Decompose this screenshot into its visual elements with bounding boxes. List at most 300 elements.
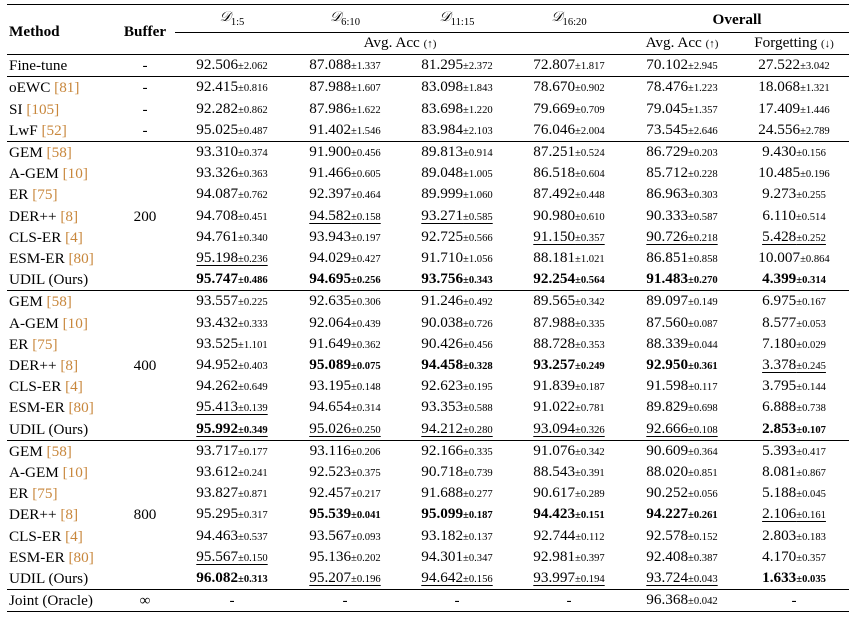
metric-cell (289, 269, 401, 291)
metric-cell (739, 120, 849, 142)
metric-cell (401, 547, 513, 568)
metric-mean: 95.026 (309, 419, 352, 437)
metric-mean: 92.981 (533, 547, 576, 565)
metric-std: ±0.417 (796, 446, 826, 458)
metric-mean: 96.082 (196, 569, 239, 587)
metric-std: ±0.150 (238, 552, 268, 564)
metric-std: ±1.607 (351, 83, 381, 95)
table-row (7, 376, 849, 397)
metric-mean: 92.578 (646, 526, 689, 544)
metric-std: ±0.196 (800, 169, 830, 181)
metric-mean: 91.402 (309, 120, 352, 138)
metric-std: ±0.317 (238, 510, 268, 522)
citation-link: [58] (46, 442, 72, 460)
metric-value (762, 207, 825, 224)
metric-std: ±0.464 (351, 190, 381, 202)
buffer-size: - (115, 55, 175, 77)
results-table (7, 4, 849, 612)
table-row (7, 163, 849, 184)
citation-link: [8] (60, 207, 79, 225)
metric-value (421, 569, 492, 586)
method-name (7, 120, 115, 142)
metric-std: ±0.137 (463, 531, 493, 543)
metric-std: ±0.333 (238, 318, 268, 330)
metric-cell (175, 291, 289, 313)
metric-cell (401, 248, 513, 269)
metric-cell (175, 120, 289, 142)
metric-mean: 18.068 (758, 78, 801, 96)
metric-std: ±0.112 (575, 531, 605, 543)
metric-cell: - (739, 590, 849, 612)
metric-mean: 93.257 (533, 356, 576, 374)
metric-value (646, 335, 717, 352)
metric-std: ±0.781 (575, 403, 605, 415)
metric-std: ±0.343 (463, 275, 493, 287)
metric-cell (513, 440, 625, 462)
metric-cell (175, 419, 289, 441)
metric-cell (625, 99, 739, 120)
metric-mean: 87.560 (646, 313, 689, 331)
metric-mean: 92.506 (196, 56, 239, 74)
metric-value (646, 527, 717, 544)
metric-value (421, 143, 492, 160)
metric-mean: 93.094 (533, 419, 576, 437)
metric-value (646, 463, 717, 480)
metric-mean: 87.988 (309, 78, 352, 96)
metric-std: ±0.456 (351, 148, 381, 160)
metric-mean: 10.485 (758, 164, 801, 182)
metric-std: ±0.864 (800, 254, 830, 266)
buffer-size (115, 184, 175, 205)
buffer-size: - (142, 121, 148, 139)
metric-value (309, 356, 380, 373)
metric-std: ±0.203 (688, 148, 718, 160)
metric-std: ±0.709 (575, 104, 605, 116)
metric-value (758, 121, 829, 138)
metric-mean: 94.582 (309, 206, 352, 224)
metric-cell (625, 419, 739, 441)
metric-value (196, 207, 267, 224)
table-row (7, 526, 849, 547)
metric-mean: 93.567 (309, 526, 352, 544)
metric-cell (739, 163, 849, 184)
metric-cell (513, 526, 625, 547)
metric-cell (625, 184, 739, 205)
metric-value (533, 249, 604, 266)
metric-mean: 96.368 (646, 591, 689, 609)
metric-cell (513, 355, 625, 376)
buffer-size: 200 (133, 207, 157, 225)
metric-value (646, 314, 717, 331)
metric-mean: 92.064 (309, 313, 352, 331)
metric-cell (401, 462, 513, 483)
metric-cell (401, 568, 513, 590)
metric-cell (175, 547, 289, 568)
metric-cell (625, 568, 739, 590)
metric-std: ±0.487 (238, 125, 268, 137)
metric-std: ±0.197 (351, 232, 381, 244)
table-row (7, 334, 849, 355)
metric-std: ±1.446 (800, 104, 830, 116)
metric-value (646, 548, 717, 565)
metric-cell (625, 269, 739, 291)
metric-value (421, 548, 492, 565)
metric-value (762, 527, 826, 544)
metric-std: ±0.587 (688, 211, 718, 223)
metric-mean: 89.999 (421, 185, 464, 203)
metric-value (646, 143, 717, 160)
metric-value (309, 292, 380, 309)
metric-cell (513, 120, 625, 142)
metric-std: ±0.045 (796, 489, 826, 501)
metric-cell (289, 99, 401, 120)
metric-mean: 86.963 (646, 185, 689, 203)
method-name (7, 547, 115, 568)
metric-std: ±0.187 (575, 382, 605, 394)
metric-cell (739, 99, 849, 120)
metric-std: ±0.228 (688, 169, 718, 181)
metric-value (196, 356, 267, 373)
metric-value (646, 377, 717, 394)
metric-mean: 93.756 (421, 270, 464, 288)
metric-cell (739, 142, 849, 164)
metric-mean: 92.254 (533, 270, 576, 288)
metric-cell (513, 419, 625, 441)
metric-value (533, 121, 604, 138)
citation-link: [80] (68, 399, 94, 417)
metric-std: ±0.387 (688, 552, 718, 564)
metric-value (310, 442, 381, 459)
metric-std: ±1.223 (688, 83, 718, 95)
citation-link: [4] (65, 228, 83, 246)
metric-value (196, 270, 267, 287)
metric-mean: 86.729 (646, 143, 689, 161)
metric-mean: 90.252 (646, 484, 689, 502)
metric-std: ±0.514 (795, 211, 826, 223)
method-name (7, 163, 115, 184)
metric-value (533, 164, 604, 181)
metric-cell (625, 590, 739, 612)
metric-std: ±3.042 (800, 61, 830, 73)
metric-cell (625, 376, 739, 397)
metric-value (421, 56, 492, 73)
metric-cell (401, 419, 513, 441)
table-row (7, 120, 849, 142)
method-label: ER (9, 485, 33, 503)
method-label: ESM-ER (9, 250, 69, 268)
metric-value (758, 164, 829, 181)
metric-std: ±0.249 (575, 361, 605, 373)
metric-std: ±0.187 (463, 510, 493, 522)
metric-value (196, 228, 267, 245)
metric-std: ±0.397 (575, 552, 605, 564)
metric-std: ±0.117 (688, 382, 718, 394)
metric-std: ±0.374 (238, 148, 268, 160)
metric-mean: 93.195 (309, 377, 352, 395)
metric-mean: 93.724 (646, 569, 689, 587)
metric-std: ±0.093 (351, 531, 381, 543)
metric-cell: - (401, 590, 513, 612)
metric-std: ±0.349 (238, 424, 268, 436)
buffer-size: 800 (133, 506, 157, 524)
metric-cell (289, 504, 401, 525)
metric-cell (739, 440, 849, 462)
metric-cell (739, 483, 849, 504)
metric-value (533, 484, 604, 501)
header-buffer: Buffer (115, 5, 175, 55)
metric-value (309, 185, 380, 202)
metric-value (196, 442, 267, 459)
metric-std: ±0.029 (796, 339, 826, 351)
metric-std: ±1.056 (463, 254, 493, 266)
metric-value (533, 185, 604, 202)
metric-value (421, 207, 492, 224)
metric-mean: 95.198 (196, 249, 239, 267)
metric-mean: 9.273 (762, 185, 797, 203)
metric-cell (289, 142, 401, 164)
citation-link: [52] (41, 121, 67, 139)
metric-cell (289, 248, 401, 269)
metric-std: ±0.762 (238, 190, 268, 202)
metric-std: ±0.492 (463, 297, 493, 309)
metric-value (421, 100, 492, 117)
citation-link: [80] (68, 548, 94, 566)
metric-std: ±0.564 (575, 275, 605, 287)
metric-value (762, 356, 826, 373)
metric-mean: 94.761 (196, 227, 239, 245)
metric-cell (625, 334, 739, 355)
metric-std: ±0.439 (351, 318, 381, 330)
metric-mean: 93.353 (421, 398, 464, 416)
metric-value (646, 270, 717, 287)
metric-value (646, 398, 717, 415)
metric-mean: 90.718 (421, 463, 464, 481)
metric-mean: 17.409 (758, 99, 801, 117)
metric-value (533, 442, 604, 459)
metric-mean: 1.633 (762, 569, 797, 587)
metric-value (309, 505, 380, 522)
metric-value (196, 505, 267, 522)
metric-mean: 86.518 (533, 164, 576, 182)
metric-mean: 95.992 (196, 419, 239, 437)
metric-std: ±0.698 (688, 403, 718, 415)
metric-std: ±0.167 (796, 297, 826, 309)
metric-std: ±0.364 (688, 446, 718, 458)
metric-mean: 78.670 (533, 78, 576, 96)
metric-value (646, 78, 717, 95)
metric-value (646, 442, 717, 459)
metric-std: ±0.326 (575, 424, 605, 436)
metric-mean: 93.943 (309, 227, 352, 245)
metric-std: ±0.256 (351, 275, 381, 287)
metric-cell (625, 55, 739, 77)
table-row (7, 547, 849, 568)
citation-link: [58] (46, 293, 72, 311)
buffer-size (115, 313, 175, 334)
metric-value (758, 100, 829, 117)
metric-mean: 4.170 (762, 547, 797, 565)
citation-link: [4] (65, 378, 83, 396)
metric-std: ±0.225 (238, 297, 268, 309)
metric-std: ±0.362 (351, 339, 381, 351)
metric-std: ±0.250 (351, 424, 381, 436)
metric-cell (175, 206, 289, 227)
metric-std: ±1.817 (575, 61, 605, 73)
method-label: LwF (9, 121, 42, 139)
metric-std: ±0.427 (351, 254, 381, 266)
metric-value (762, 314, 826, 331)
table-row (7, 419, 849, 441)
metric-std: ±1.021 (575, 254, 605, 266)
table-row (7, 568, 849, 590)
metric-cell (175, 397, 289, 418)
metric-value (196, 100, 267, 117)
metric-cell (513, 334, 625, 355)
table-row (7, 440, 849, 462)
metric-value (762, 569, 826, 586)
method-name (7, 376, 115, 397)
metric-mean: 5.428 (762, 227, 797, 245)
metric-value (533, 527, 604, 544)
metric-mean: 95.747 (196, 270, 239, 288)
metric-cell (739, 526, 849, 547)
table-row (7, 227, 849, 248)
metric-mean: 92.725 (421, 227, 464, 245)
metric-mean: 6.110 (762, 206, 796, 224)
metric-std: ±0.087 (688, 318, 718, 330)
metric-std: ±0.314 (351, 403, 381, 415)
metric-mean: 95.089 (309, 356, 352, 374)
metric-value (533, 292, 604, 309)
method-name (7, 568, 115, 590)
citation-link: [4] (65, 527, 83, 545)
metric-mean: 88.543 (533, 463, 576, 481)
table-row (7, 504, 849, 525)
metric-cell (175, 227, 289, 248)
buffer-size (115, 269, 175, 291)
metric-cell (625, 547, 739, 568)
table-row (7, 55, 849, 77)
metric-value (646, 121, 717, 138)
table-row (7, 77, 849, 99)
metric-mean: 91.466 (309, 164, 352, 182)
metric-cell (739, 313, 849, 334)
metric-mean: 88.339 (646, 334, 689, 352)
buffer-size (115, 568, 175, 590)
metric-cell (625, 227, 739, 248)
method-name (7, 419, 115, 441)
metric-value (646, 228, 717, 245)
metric-mean: 95.099 (421, 505, 464, 523)
metric-cell (513, 291, 625, 313)
method-name (7, 142, 115, 164)
metric-value (533, 207, 604, 224)
metric-value (196, 420, 267, 437)
metric-std: ±0.075 (351, 361, 381, 373)
metric-mean: 87.492 (533, 185, 576, 203)
metric-mean: 87.988 (533, 313, 576, 331)
metric-cell (401, 99, 513, 120)
metric-value (758, 249, 829, 266)
metric-std: ±1.337 (351, 61, 381, 73)
metric-mean: 9.430 (762, 143, 797, 161)
method-name (7, 526, 115, 547)
metric-cell (175, 355, 289, 376)
citation-link: [75] (32, 186, 58, 204)
metric-mean: 92.282 (196, 99, 239, 117)
metric-value (758, 56, 829, 73)
metric-cell (513, 313, 625, 334)
buffer-size (115, 334, 175, 355)
method-label: A-GEM (9, 464, 63, 482)
metric-cell (289, 291, 401, 313)
metric-std: ±0.363 (238, 169, 268, 181)
metric-value (196, 377, 267, 394)
metric-cell (289, 77, 401, 99)
metric-cell (401, 291, 513, 313)
metric-cell (513, 568, 625, 590)
metric-mean: 93.182 (421, 526, 464, 544)
metric-value (762, 185, 826, 202)
metric-cell (625, 504, 739, 525)
metric-mean: 93.432 (196, 313, 239, 331)
metric-cell (513, 397, 625, 418)
citation-link: [8] (60, 357, 79, 375)
metric-std: ±1.005 (463, 169, 493, 181)
metric-value (196, 143, 267, 160)
metric-cell (175, 313, 289, 334)
method-label: GEM (9, 144, 47, 162)
buffer-size (115, 547, 175, 568)
metric-mean: 5.393 (762, 441, 797, 459)
table-row (7, 313, 849, 334)
header-d1: 𝒟$_{1:5}$ (175, 5, 289, 33)
metric-value (762, 143, 826, 160)
metric-std: ±0.451 (238, 211, 268, 223)
metric-mean: 87.986 (309, 99, 352, 117)
metric-cell (289, 397, 401, 418)
metric-mean: 91.649 (309, 334, 352, 352)
metric-mean: 90.609 (646, 441, 689, 459)
metric-value (309, 270, 380, 287)
metric-value (646, 249, 717, 266)
metric-value (421, 527, 492, 544)
metric-value (309, 143, 380, 160)
metric-mean: 2.803 (762, 526, 797, 544)
table-row (7, 184, 849, 205)
metric-std: ±0.314 (796, 275, 826, 287)
metric-cell (625, 440, 739, 462)
metric-std: ±0.375 (351, 468, 381, 480)
metric-std: ±0.851 (688, 468, 718, 480)
table-row (7, 99, 849, 120)
metric-mean: 6.888 (762, 398, 797, 416)
citation-link: [80] (68, 250, 94, 268)
metric-std: ±0.151 (575, 510, 605, 522)
metric-value (196, 164, 267, 181)
metric-std: ±0.610 (575, 211, 605, 223)
metric-value (762, 377, 826, 394)
metric-mean: 92.950 (646, 356, 689, 374)
metric-cell (289, 376, 401, 397)
metric-cell (625, 291, 739, 313)
metric-mean: 92.415 (196, 78, 239, 96)
metric-std: ±0.486 (238, 275, 268, 287)
metric-cell (175, 568, 289, 590)
metric-cell (625, 462, 739, 483)
method-name (7, 77, 115, 99)
header-avg-acc-span: Avg. Acc (↑) (363, 34, 437, 51)
